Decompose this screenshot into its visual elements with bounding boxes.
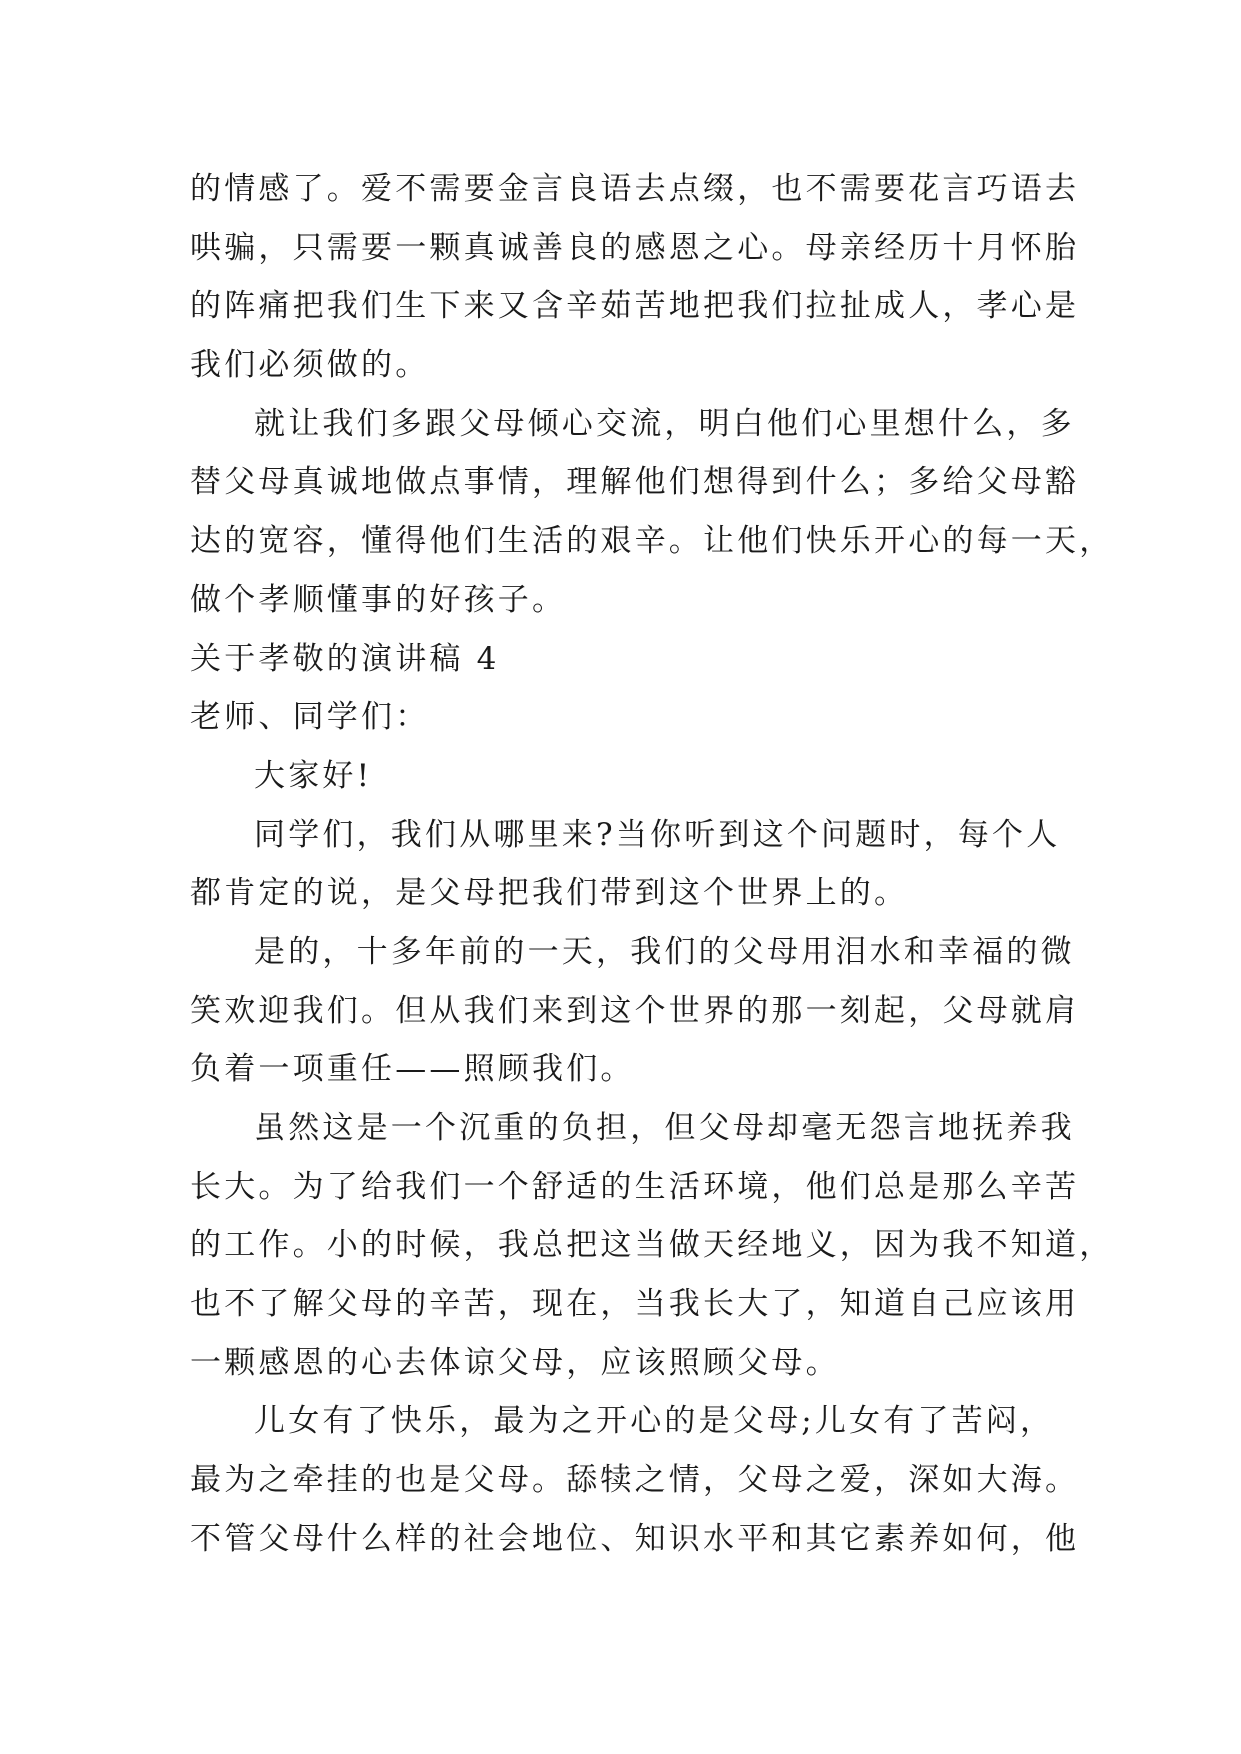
paragraph-line: 笑欢迎我们。但从我们来到这个世界的那一刻起，父母就肩 [190, 992, 1080, 1029]
paragraph-line: 长大。为了给我们一个舒适的生活环境，他们总是那么辛苦 [190, 1168, 1080, 1205]
paragraph-line: 不管父母什么样的社会地位、知识水平和其它素养如何，他 [190, 1520, 1080, 1557]
paragraph-line: 也不了解父母的辛苦，现在，当我长大了，知道自己应该用 [190, 1286, 1080, 1323]
section-heading: 关于孝敬的演讲稿 4 [190, 640, 500, 677]
paragraph-line: 儿女有了快乐，最为之开心的是父母;儿女有了苦闷， [254, 1403, 1055, 1440]
paragraph-line: 都肯定的说，是父母把我们带到这个世界上的。 [190, 875, 909, 912]
paragraph-line: 就让我们多跟父母倾心交流，明白他们心里想什么，多 [254, 405, 1075, 442]
paragraph-line: 负着一项重任——照顾我们。 [190, 1051, 635, 1088]
greeting: 大家好! [254, 757, 373, 794]
paragraph-line: 的阵痛把我们生下来又含辛茹苦地把我们拉扯成人，孝心是 [190, 288, 1080, 325]
paragraph-line: 虽然这是一个沉重的负担，但父母却毫无怨言地抚养我 [254, 1110, 1075, 1146]
salutation: 老师、同学们： [190, 699, 430, 736]
paragraph-line: 做个孝顺懂事的好孩子。 [190, 581, 567, 618]
paragraph-line: 替父母真诚地做点事情，理解他们想得到什么；多给父母豁 [190, 464, 1080, 501]
paragraph-line: 达的宽容，懂得他们生活的艰辛。让他们快乐开心的每一天， [190, 523, 1114, 560]
document-body [190, 160, 1114, 1569]
paragraph-line: 哄骗，只需要一颗真诚善良的感恩之心。母亲经历十月怀胎 [190, 229, 1080, 266]
paragraph-line: 的工作。小的时候，我总把这当做天经地义，因为我不知道， [190, 1227, 1114, 1264]
paragraph-line: 的情感了。爱不需要金言良语去点缀，也不需要花言巧语去 [190, 171, 1080, 207]
paragraph-line: 我们必须做的。 [190, 347, 430, 384]
paragraph-line: 是的，十多年前的一天，我们的父母用泪水和幸福的微 [254, 933, 1075, 970]
paragraph-line: 最为之牵挂的也是父母。舔犊之情，父母之爱，深如大海。 [190, 1462, 1080, 1499]
paragraph-line: 同学们，我们从哪里来?当你听到这个问题时，每个人 [254, 816, 1061, 853]
paragraph-line: 一颗感恩的心去体谅父母，应该照顾父母。 [190, 1344, 840, 1381]
